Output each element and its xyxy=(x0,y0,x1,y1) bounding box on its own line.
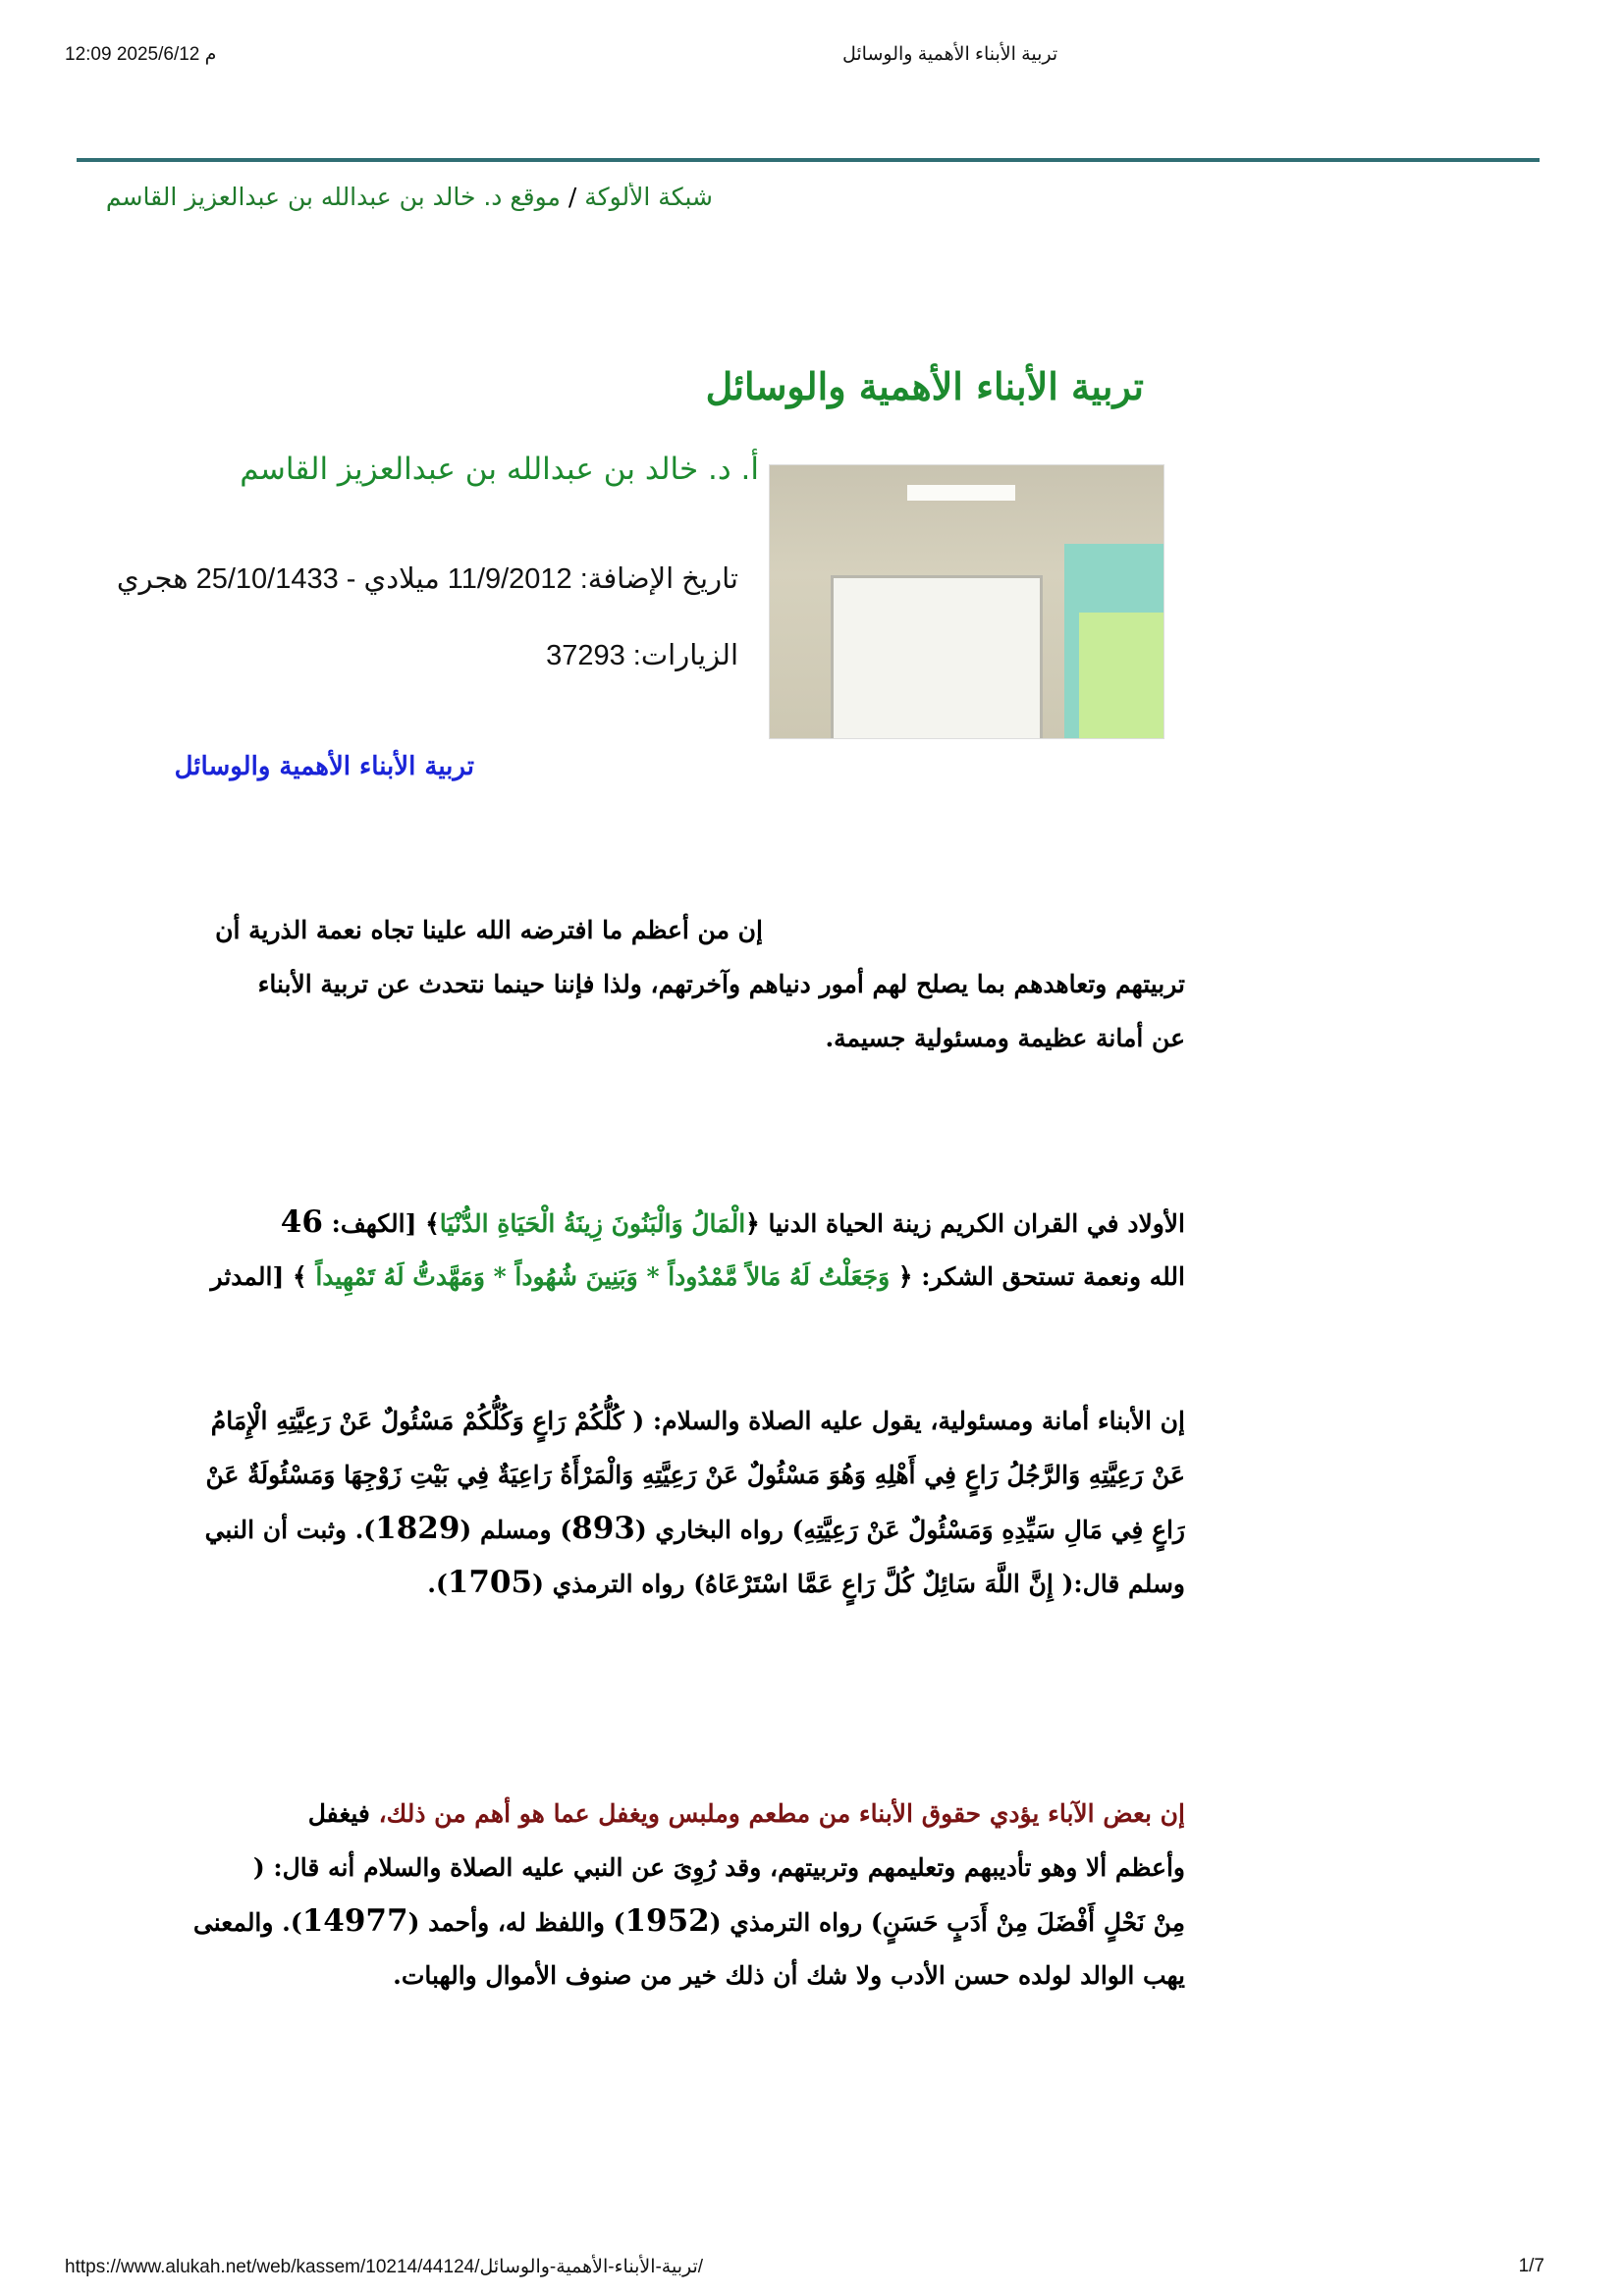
paragraph-3-line-1: إن الأبناء أمانة ومسئولية، يقول عليه الصلاة والسلام: ( كُلُّكُمْ رَاعٍ وَكُلُّكُمْ مَسْئُولٌ عَنْ رَعِيَّتِهِ الْإِمَامُ xyxy=(210,1407,1185,1435)
highlighted-text: إن بعض الآباء يؤدي حقوق الأبناء من مطعم وملبس ويغفل عما هو أهم من ذلك، xyxy=(378,1799,1185,1828)
hadith-number: 1952 xyxy=(624,1903,710,1939)
print-doc-title: تربية الأبناء الأهمية والوسائل xyxy=(842,44,1058,65)
paragraph-2-line-1 xyxy=(59,1196,1185,1250)
paragraph-1-line-2: تربيتهم وتعاهدهم بما يصلح لهم أمور دنياهم وآخرتهم، ولذا فإننا حينما نتحدث عن تربية الأبناء xyxy=(257,970,1185,998)
quran-verse: الْمَالُ وَالْبَنُونَ زِينَةُ الْحَيَاةِ الدُّنْيَا xyxy=(439,1209,746,1238)
paragraph-3-line-3 xyxy=(59,1502,1185,1556)
photo-screen-panel xyxy=(1079,613,1164,739)
paragraph-4-line-2: وأعظم ألا وهو تأديبهم وتعليمهم وتربيتهم، وقد رُوِىَ عن النبي عليه الصلاة والسلام أنه قال: ( xyxy=(252,1853,1185,1882)
text-run: مِنْ نَحْلٍ أَفْضَلَ مِنْ أَدَبٍ حَسَنٍ) رواه الترمذي ( xyxy=(709,1908,1185,1937)
paragraph-1-line-3: عن أمانة عظيمة ومسئولية جسيمة. xyxy=(825,1024,1185,1052)
visits-count: الزيارات: 37293 xyxy=(546,640,738,671)
paragraph-3 xyxy=(59,1394,1185,1610)
quran-verse: وَجَعَلْتُ لَهُ مَالاً مَّمْدُوداً * وَبَنِينَ شُهُوداً * وَمَهَّدتُّ لَهُ تَمْهِيداً xyxy=(315,1262,891,1291)
text-run: ). xyxy=(427,1570,448,1598)
print-datetime: 12:09 2025/6/12 م xyxy=(65,44,217,65)
author-name[interactable]: أ. د. خالد بن عبدالله بن عبدالعزيز القاسم xyxy=(240,452,759,487)
text-run: ) ومسلم ( xyxy=(460,1516,572,1544)
paragraph-4-line-1 xyxy=(59,1787,1185,1841)
paragraph-1 xyxy=(59,903,1185,1065)
text-run: ﴾ [المدثر xyxy=(210,1262,316,1291)
text-run: الله ونعمة تستحق الشكر: ﴿ xyxy=(890,1262,1185,1291)
print-page-number: 1/7 xyxy=(1518,2256,1544,2276)
author-photo xyxy=(769,464,1164,739)
date-added: تاريخ الإضافة: 11/9/2012 ميلادي - 25/10/1433 هجري xyxy=(116,563,738,595)
paragraph-1-line-1: إن من أعظم ما افترضه الله علينا تجاه نعمة الذرية أن xyxy=(215,916,763,944)
text-run: ). والمعنى xyxy=(192,1908,302,1937)
breadcrumb xyxy=(65,183,713,211)
paragraph-2-line-2 xyxy=(59,1250,1185,1304)
print-url[interactable]: https://www.alukah.net/web/kassem/10214/44124/تربية-الأبناء-الأهمية-والوسائل/ xyxy=(65,2257,704,2277)
paragraph-3-line-4 xyxy=(59,1556,1185,1610)
hadith-number: 14977 xyxy=(301,1903,408,1939)
photo-whiteboard xyxy=(831,575,1043,739)
article-subtitle: تربية الأبناء الأهمية والوسائل xyxy=(174,752,474,781)
text-run: الأولاد في القران الكريم زينة الحياة الدنيا ﴿ xyxy=(745,1209,1185,1238)
paragraph-4-line-4: يهب الوالد لولده حسن الأدب ولا شك أن ذلك خير من صنوف الأموال والهبات. xyxy=(393,1961,1185,1990)
text-run: ) واللفظ له، وأحمد ( xyxy=(407,1908,625,1937)
paragraph-2 xyxy=(59,1196,1185,1304)
text-run: رَاعٍ فِي مَالِ سَيِّدِهِ وَمَسْئُولٌ عَنْ رَعِيَّتِهِ) رواه البخاري ( xyxy=(634,1516,1185,1544)
hadith-number: 893 xyxy=(571,1511,635,1546)
text-run: فيغفل xyxy=(307,1799,379,1828)
breadcrumb-site-link[interactable]: شبكة الألوكة xyxy=(584,183,713,211)
text-run: ). وثبت أن النبي xyxy=(204,1516,376,1544)
header-divider xyxy=(77,158,1540,162)
hadith-number: 1705 xyxy=(447,1565,533,1600)
paragraph-4 xyxy=(59,1787,1185,2002)
text-run: وسلم قال:( إِنَّ اللَّهَ سَائِلٌ كُلَّ رَاعٍ عَمَّا اسْتَرْعَاهُ) رواه الترمذي ( xyxy=(532,1570,1185,1598)
page-title: تربية الأبناء الأهمية والوسائل xyxy=(705,364,1144,408)
breadcrumb-section-link[interactable]: موقع د. خالد بن عبدالله بن عبدالعزيز القاسم xyxy=(105,183,561,211)
hadith-number: 1829 xyxy=(375,1511,460,1546)
paragraph-4-line-3 xyxy=(59,1895,1185,1949)
text-run: ﴾ [الكهف: xyxy=(322,1209,440,1238)
photo-ceiling-light xyxy=(907,485,1015,501)
paragraph-3-line-2: عَنْ رَعِيَّتِهِ وَالرَّجُلُ رَاعٍ فِي أَهْلِهِ وَهُوَ مَسْئُولٌ عَنْ رَعِيَّتِهِ وَالْمَرْأَةُ رَاعِيَةٌ فِي بَيْتِ زَوْجِهَا وَمَسْئُولَةٌ عَنْ xyxy=(205,1461,1185,1489)
breadcrumb-separator: / xyxy=(568,183,577,211)
verse-number: 46 xyxy=(280,1204,323,1240)
